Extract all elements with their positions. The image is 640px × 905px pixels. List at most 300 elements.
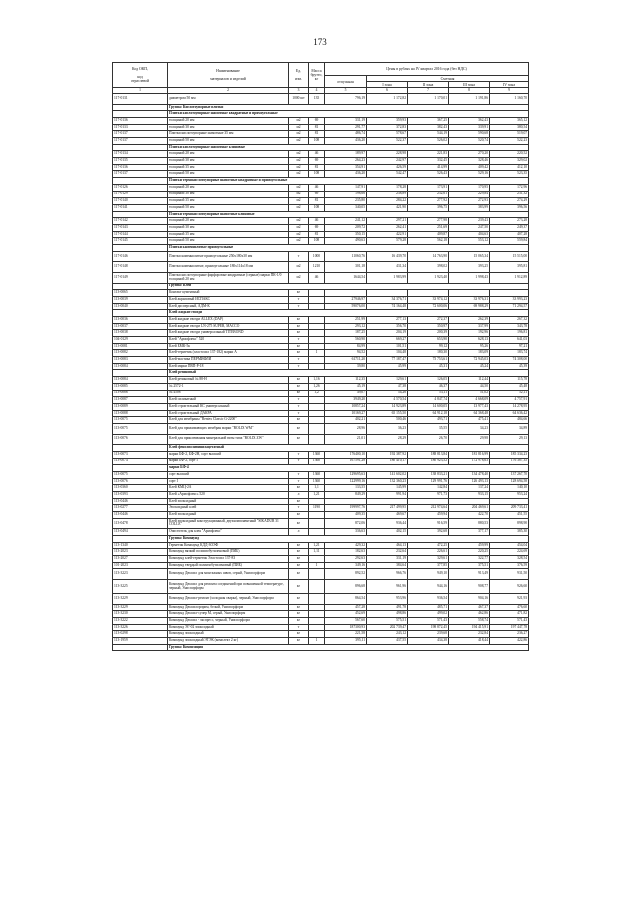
code-cell: 117-0140 — [113, 198, 168, 205]
zone1-price-cell: 578,67 — [367, 131, 408, 138]
zone1-price-cell: 464,13 — [367, 542, 408, 549]
unit-cell: кг — [289, 343, 309, 350]
empty-code-cell — [113, 535, 168, 542]
zone1-price-cell: 277,13 — [367, 316, 408, 323]
zone1-price-cell: 359,93 — [367, 117, 408, 124]
zone4-price-cell: 176 387,35 — [490, 458, 529, 465]
zone4-price-cell: 931,50 — [490, 569, 529, 580]
name-cell: Клей марки ПВП-Р-18 — [168, 363, 289, 370]
release-price-cell: 27946,97 — [325, 296, 367, 303]
index-cell: 4 — [309, 88, 325, 94]
mass-cell — [309, 337, 325, 344]
code-cell: 113-0393 — [113, 491, 168, 498]
mass-cell — [309, 410, 325, 417]
release-price-cell: 133,55 — [325, 485, 367, 492]
code-cell: 113-0298 — [113, 631, 168, 638]
release-price-cell: 864,54 — [325, 594, 367, 605]
zone1-price-cell: 356,70 — [367, 323, 408, 330]
release-price-cell: 409,35 — [325, 512, 367, 519]
zone3-price-cell: 15 065,34 — [449, 251, 490, 262]
zone4-price-cell: 571,43 — [490, 617, 529, 624]
group-title: Группа: Компаунд — [168, 535, 529, 542]
empty-code-cell — [113, 178, 168, 185]
name-cell: Эпоксидный клей — [168, 505, 289, 512]
zone2-price-cell: 571,43 — [408, 617, 449, 624]
name-cell: толщиной 35 мм — [168, 198, 289, 205]
name-cell: Компаунд Дюасил-ремонт (холодная сварка), черный, Униспорформ — [168, 594, 289, 605]
release-price-cell: 61711,20 — [325, 357, 367, 364]
mass-cell: 46 — [309, 218, 325, 225]
code-cell: 117-0131 — [113, 94, 168, 105]
table-row — [113, 458, 529, 465]
table-row — [113, 377, 529, 384]
unit-cell: кг — [289, 638, 309, 645]
zone2-price-cell: 916,59 — [408, 518, 449, 529]
release-price-cell: 1644,54 — [325, 272, 367, 283]
code-cell: 113-3229 — [113, 594, 168, 605]
zone3-price-cell: 553,12 — [449, 238, 490, 245]
zone4-price-cell: 115,78 — [490, 377, 529, 384]
mass-cell — [309, 611, 325, 618]
table-row — [113, 529, 529, 536]
empty-code-cell — [113, 445, 168, 452]
mass-cell — [309, 569, 325, 580]
zone1-price-cell: 522,37 — [367, 138, 408, 145]
group-title: Плитки термокислотоупорные шамотные квадратные и прямоугольные — [168, 178, 529, 185]
table-row — [113, 434, 529, 445]
zone1-price-cell: 500,46 — [367, 417, 408, 424]
release-price-cell: 182,63 — [325, 549, 367, 556]
table-row — [113, 131, 529, 138]
zone4-price-cell: 45,48 — [490, 383, 529, 390]
name-cell: Клей «Армофлекс» 520 — [168, 491, 289, 498]
empty-code-cell — [113, 111, 168, 118]
name-cell: толщиной 50 мм — [168, 138, 289, 145]
code-cell: 113-0085 — [113, 383, 168, 390]
zone1-price-cell: 36,23 — [367, 423, 408, 434]
release-price-cell: 429,32 — [325, 542, 367, 549]
mass-cell — [309, 498, 325, 505]
name-cell: Клей эпоксидный конструкционный, двухкомпонентный "SIKADUR 31 COLLE" — [168, 518, 289, 529]
zone4-price-cell: 185 334,23 — [490, 451, 529, 458]
table-row — [113, 594, 529, 605]
unit-cell: т — [289, 251, 309, 262]
release-price-cell: 292,63 — [325, 556, 367, 563]
zone3-price-cell: 475,41 — [449, 417, 490, 424]
name-cell: Компаунд Дюасил - экспресс, черный, Униспорформ — [168, 617, 289, 624]
unit-cell: т — [289, 410, 309, 417]
code-cell: 113-0084 — [113, 377, 168, 384]
zone2-price-cell: 129 991,76 — [408, 478, 449, 485]
name-cell: Клей эпоксидный — [168, 498, 289, 505]
code-cell: 113-0039 — [113, 296, 168, 303]
col-code-header: Код ОКП, код отраслевой — [113, 63, 168, 88]
release-price-cell: 567,60 — [325, 617, 367, 624]
zone3-price-cell: 404,63 — [449, 231, 490, 238]
code-cell: 113-3230 — [113, 611, 168, 618]
table-row — [113, 350, 529, 357]
zone4-price-cell: 471,82 — [490, 611, 529, 618]
zone2-price-cell: 45,31 — [408, 363, 449, 370]
code-cell: 117-0135 — [113, 158, 168, 165]
release-price-cell: 187300,93 — [325, 624, 367, 631]
name-cell: толщиной 50 мм — [168, 171, 289, 178]
table-row — [113, 549, 529, 556]
zone4-price-cell: 34,89 — [490, 423, 529, 434]
unit-cell: т — [289, 303, 309, 310]
zone3-price-cell: 328,46 — [449, 158, 490, 165]
zone3-price-cell: 393,25 — [449, 262, 490, 273]
name-cell: Клей для мембраны "Rentex Classic G-2200" — [168, 417, 289, 424]
code-cell: 113-0494 — [113, 529, 168, 536]
zone2-price-cell: 526,43 — [408, 171, 449, 178]
release-price-cell: 235,80 — [325, 198, 367, 205]
group-header-row — [113, 211, 529, 218]
zone4-price-cell: 74 308,00 — [490, 357, 529, 364]
zone1-price-cell: 402,15 — [367, 529, 408, 536]
mass-cell — [309, 604, 325, 611]
code-cell: 113-0073 — [113, 451, 168, 458]
zone3-price-cell: 137,24 — [449, 485, 490, 492]
zone3-price-cell: 72 945,03 — [449, 357, 490, 364]
unit-cell: кг — [289, 611, 309, 618]
code-cell: 113-0087 — [113, 397, 168, 404]
zone1-price-cell: 74 164,48 — [367, 303, 408, 310]
mass-cell — [309, 397, 325, 404]
empty-code-cell — [113, 370, 168, 377]
zone2-price-cell: 392,68 — [408, 529, 449, 536]
unit-cell: м2 — [289, 204, 309, 211]
zone3-price-cell: 33 976,31 — [449, 296, 490, 303]
release-price-cell: 264,23 — [325, 158, 367, 165]
zone4-price-cell: 407,28 — [490, 231, 529, 238]
name-cell: толщиной 30 мм — [168, 158, 289, 165]
release-price-cell: 452,69 — [325, 611, 367, 618]
zone2-price-cell: 198 872,45 — [408, 624, 449, 631]
unit-cell: м2 — [289, 184, 309, 191]
zone2-price-cell: 472,25 — [408, 542, 449, 549]
code-cell: 113-0446 — [113, 498, 168, 505]
name-cell: Клей жидкие гвозди ALLEX (DAP) — [168, 316, 289, 323]
zone2-price-cell: 212 974,64 — [408, 505, 449, 512]
index-cell: 7 — [408, 88, 449, 94]
mass-cell: 1190 — [309, 505, 325, 512]
release-price-cell — [325, 498, 367, 505]
release-price-cell: 872,06 — [325, 518, 367, 529]
zone1-price-cell: 129,61 — [367, 377, 408, 384]
group-header-row — [113, 245, 529, 252]
zone2-price-cell: 64 912,18 — [408, 410, 449, 417]
table-row — [113, 624, 529, 631]
table-row — [113, 638, 529, 645]
zone1-price-cell: 238,89 — [367, 191, 408, 198]
zone4-price-cell: 365,12 — [490, 117, 529, 124]
unit-cell: кг — [289, 549, 309, 556]
zone4-price-cell: 45,39 — [490, 363, 529, 370]
zone2-price-cell: 232,61 — [408, 191, 449, 198]
table-row — [113, 383, 529, 390]
zone4-price-cell: 641,03 — [490, 337, 529, 344]
name-cell: толщиной 30 мм — [168, 124, 289, 131]
col-zone3-header: III зона — [449, 82, 490, 88]
table-row — [113, 124, 529, 131]
mass-cell — [309, 403, 325, 410]
unit-cell: т — [289, 624, 309, 631]
name-cell: Компаунд эпоксидный ЭТЭК (комплект 2 кг) — [168, 638, 289, 645]
name-cell: Клей для прижимающих мембран марки "BOLIX WM" — [168, 423, 289, 434]
zone2-price-cell: 382,43 — [408, 124, 449, 131]
zone2-price-cell: 142,84 — [408, 485, 449, 492]
code-cell: 113-0478 — [113, 518, 168, 529]
zone2-price-cell: 126,05 — [408, 377, 449, 384]
mass-cell — [309, 417, 325, 424]
zone1-price-cell: 104,48 — [367, 350, 408, 357]
group-title: марки БФ-4 — [168, 465, 529, 472]
zone3-price-cell: 337,99 — [449, 323, 490, 330]
zone1-price-cell: 243,12 — [367, 631, 408, 638]
zone4-price-cell: 422,86 — [490, 638, 529, 645]
release-price-cell: 349,16 — [325, 562, 367, 569]
zone2-price-cell: 226,61 — [408, 549, 449, 556]
mass-cell — [309, 518, 325, 529]
group-header-row — [113, 310, 529, 317]
zone3-price-cell: 232,84 — [449, 631, 490, 638]
code-cell: 117-0141 — [113, 204, 168, 211]
mass-cell — [309, 363, 325, 370]
code-cell: 113-3223 — [113, 569, 168, 580]
zone4-price-cell: 29,13 — [490, 434, 529, 445]
zone2-price-cell: 544,19 — [408, 131, 449, 138]
release-price-cell: 291,77 — [325, 124, 367, 131]
zone3-price-cell: 204 469,61 — [449, 505, 490, 512]
release-price-cell: 129695,63 — [325, 471, 367, 478]
release-price-cell: 28,96 — [325, 423, 367, 434]
name-cell: Компаунд клей-герметик Эластосил 137-83 — [168, 556, 289, 563]
unit-cell: л — [289, 491, 309, 498]
group-title: Клей фенолполивинилацетатный — [168, 445, 529, 452]
zone4-price-cell: 274,29 — [490, 198, 529, 205]
release-price-cell: 59076,00 — [325, 303, 367, 310]
zone2-price-cell: 526,02 — [408, 138, 449, 145]
zone3-price-cell: 69 988,29 — [449, 303, 490, 310]
mass-cell — [309, 434, 325, 445]
code-cell: 113-0089 — [113, 403, 168, 410]
zone2-price-cell: 414,99 — [408, 164, 449, 171]
name-cell: Клей жидкие гвозди универсальный TITEBOND — [168, 330, 289, 337]
zone4-price-cell: 454,04 — [490, 542, 529, 549]
zone1-price-cell: 16 439,70 — [367, 251, 408, 262]
zone1-price-cell: 232,64 — [367, 549, 408, 556]
mass-cell: 135 — [309, 94, 325, 105]
unit-cell: кг — [289, 417, 309, 424]
unit-cell: м2 — [289, 218, 309, 225]
zone3-price-cell: 29,98 — [449, 434, 490, 445]
zone1-price-cell: 242,97 — [367, 158, 408, 165]
price-table — [112, 62, 529, 651]
zone2-price-cell: 180,30 — [408, 350, 449, 357]
table-row — [113, 423, 529, 434]
mass-cell: 81 — [309, 198, 325, 205]
code-cell: 117-0136 — [113, 117, 168, 124]
group-header-row — [113, 283, 529, 290]
release-price-cell: 221,58 — [325, 631, 367, 638]
table-row — [113, 485, 529, 492]
zone4-price-cell: 249,37 — [490, 224, 529, 231]
release-price-cell: 402,21 — [325, 417, 367, 424]
mass-cell: 69 — [309, 191, 325, 198]
zone3-price-cell: 377,17 — [449, 529, 490, 536]
mass-cell — [309, 594, 325, 605]
zone3-price-cell: 520,74 — [449, 138, 490, 145]
table-row — [113, 617, 529, 624]
group-title: Плитки кислотоупорные шамотные клиновые — [168, 144, 529, 151]
empty-code-cell — [113, 211, 168, 218]
zone3-price-cell: 220,25 — [449, 549, 490, 556]
mass-cell — [309, 423, 325, 434]
zone2-price-cell: 396,75 — [408, 204, 449, 211]
group-title: Группа: Клей — [168, 283, 529, 290]
zone4-price-cell: 412,10 — [490, 164, 529, 171]
zone1-price-cell: 991,94 — [367, 491, 408, 498]
zone4-price-cell: 522,23 — [490, 138, 529, 145]
table-row — [113, 238, 529, 245]
unit-cell: кг — [289, 498, 309, 505]
release-price-cell: 122999,16 — [325, 478, 367, 485]
code-cell: 113-0076 — [113, 478, 168, 485]
zone3-price-cell: 375,51 — [449, 562, 490, 569]
zone2-price-cell: 200,39 — [408, 330, 449, 337]
unit-cell: кг — [289, 512, 309, 519]
name-cell: Компаунд твердый полиизобутиленовый (ПИБ) — [168, 562, 289, 569]
index-cell: 3 — [289, 88, 309, 94]
unit-cell: т — [289, 363, 309, 370]
zone3-price-cell: 126 493,13 — [449, 478, 490, 485]
zone4-price-cell: 1 912,89 — [490, 272, 529, 283]
zone2-price-cell: 35,55 — [408, 423, 449, 434]
mass-cell: 1,21 — [309, 542, 325, 549]
name-cell: Клей для приклеивания минеральной ваты типа "BOLIX ZW" — [168, 434, 289, 445]
mass-cell: 81 — [309, 124, 325, 131]
table-row — [113, 580, 529, 594]
zone1-price-cell: 421,90 — [367, 204, 408, 211]
table-row — [113, 198, 529, 205]
zone3-price-cell: 13 977,43 — [449, 403, 490, 410]
table-row — [113, 171, 529, 178]
zone1-price-cell — [367, 498, 408, 505]
zone2-price-cell — [408, 290, 449, 297]
zone1-price-cell: 1 172,82 — [367, 94, 408, 105]
release-price-cell: 436,20 — [325, 171, 367, 178]
code-cell: 117-0137 — [113, 131, 168, 138]
zone4-price-cell: 137 267,70 — [490, 471, 529, 478]
release-price-cell: 293,12 — [325, 323, 367, 330]
empty-code-cell — [113, 465, 168, 472]
zone3-price-cell: 422,70 — [449, 512, 490, 519]
zone4-price-cell — [490, 498, 529, 505]
index-cell: 1 — [113, 88, 168, 94]
code-cell: 117-0143 — [113, 224, 168, 231]
zone2-price-cell: 329,61 — [408, 556, 449, 563]
release-price-cell: 340,05 — [325, 204, 367, 211]
mass-cell — [309, 316, 325, 323]
group-title: Плитки каменнолитые прямоугольные — [168, 245, 529, 252]
unit-cell: 1000 шт — [289, 94, 309, 105]
zone1-price-cell: 202 739,47 — [367, 624, 408, 631]
release-price-cell: 331,19 — [325, 117, 367, 124]
zone4-price-cell: 898,90 — [490, 518, 529, 529]
code-cell: 113-2023 — [113, 549, 168, 556]
mass-cell: 46 — [309, 151, 325, 158]
table-row — [113, 158, 529, 165]
zone3-price-cell: 112,44 — [449, 377, 490, 384]
release-price-cell: 3949,20 — [325, 397, 367, 404]
mass-cell: 46 — [309, 184, 325, 191]
empty-code-cell — [113, 245, 168, 252]
mass-cell: 81 — [309, 164, 325, 171]
code-cell: 113-0088 — [113, 410, 168, 417]
zone1-price-cell: 204,19 — [367, 330, 408, 337]
zone3-price-cell: 913,49 — [449, 569, 490, 580]
table-row — [113, 204, 529, 211]
table-row — [113, 94, 529, 105]
zone3-price-cell — [449, 498, 490, 505]
name-cell: толщиной 20 мм — [168, 151, 289, 158]
zone2-price-cell: 277,98 — [408, 218, 449, 225]
release-price-cell: 49,07 — [325, 390, 367, 397]
mass-cell — [309, 330, 325, 337]
code-cell: 117-0145 — [113, 238, 168, 245]
zone1-price-cell: 28,29 — [367, 434, 408, 445]
index-cell: 5 — [325, 88, 367, 94]
mass-cell — [309, 343, 325, 350]
name-cell: марки БФ-2, сорт I — [168, 458, 289, 465]
zone3-price-cell: 262,39 — [449, 316, 490, 323]
mass-cell — [309, 631, 325, 638]
unit-cell: т — [289, 505, 309, 512]
zone4-price-cell: 209 733,41 — [490, 505, 529, 512]
mass-cell — [309, 296, 325, 303]
mass-cell: 46 — [309, 272, 325, 283]
zone2-price-cell: 459,94 — [408, 512, 449, 519]
col-name-header: Наименование материалов и изделий — [168, 63, 289, 88]
release-price-cell: 147,91 — [325, 184, 367, 191]
zone4-price-cell: 97,21 — [490, 343, 529, 350]
mass-cell — [309, 556, 325, 563]
release-price-cell: 490,63 — [325, 238, 367, 245]
zone1-price-cell: 579,28 — [367, 238, 408, 245]
table-row — [113, 323, 529, 330]
zone4-price-cell: 71 294,57 — [490, 303, 529, 310]
mass-cell: 1360 — [309, 478, 325, 485]
unit-cell: кг — [289, 290, 309, 297]
unit-cell: кг — [289, 562, 309, 569]
code-cell: 117-0146 — [113, 251, 168, 262]
zone2-price-cell: 99,12 — [408, 343, 449, 350]
zone3-price-cell: 383,99 — [449, 204, 490, 211]
zone4-price-cell: 376,59 — [490, 562, 529, 569]
zone4-price-cell: 329,02 — [490, 158, 529, 165]
release-price-cell: 10857,24 — [325, 403, 367, 410]
unit-cell: кг — [289, 330, 309, 337]
table-row — [113, 357, 529, 364]
zone4-price-cell: 395,81 — [490, 262, 529, 273]
code-cell: 113-0277 — [113, 505, 168, 512]
zone1-price-cell — [367, 290, 408, 297]
group-header-row — [113, 535, 529, 542]
release-price-cell: 10169,27 — [325, 410, 367, 417]
zone4-price-cell — [490, 290, 529, 297]
unit-cell: т — [289, 451, 309, 458]
